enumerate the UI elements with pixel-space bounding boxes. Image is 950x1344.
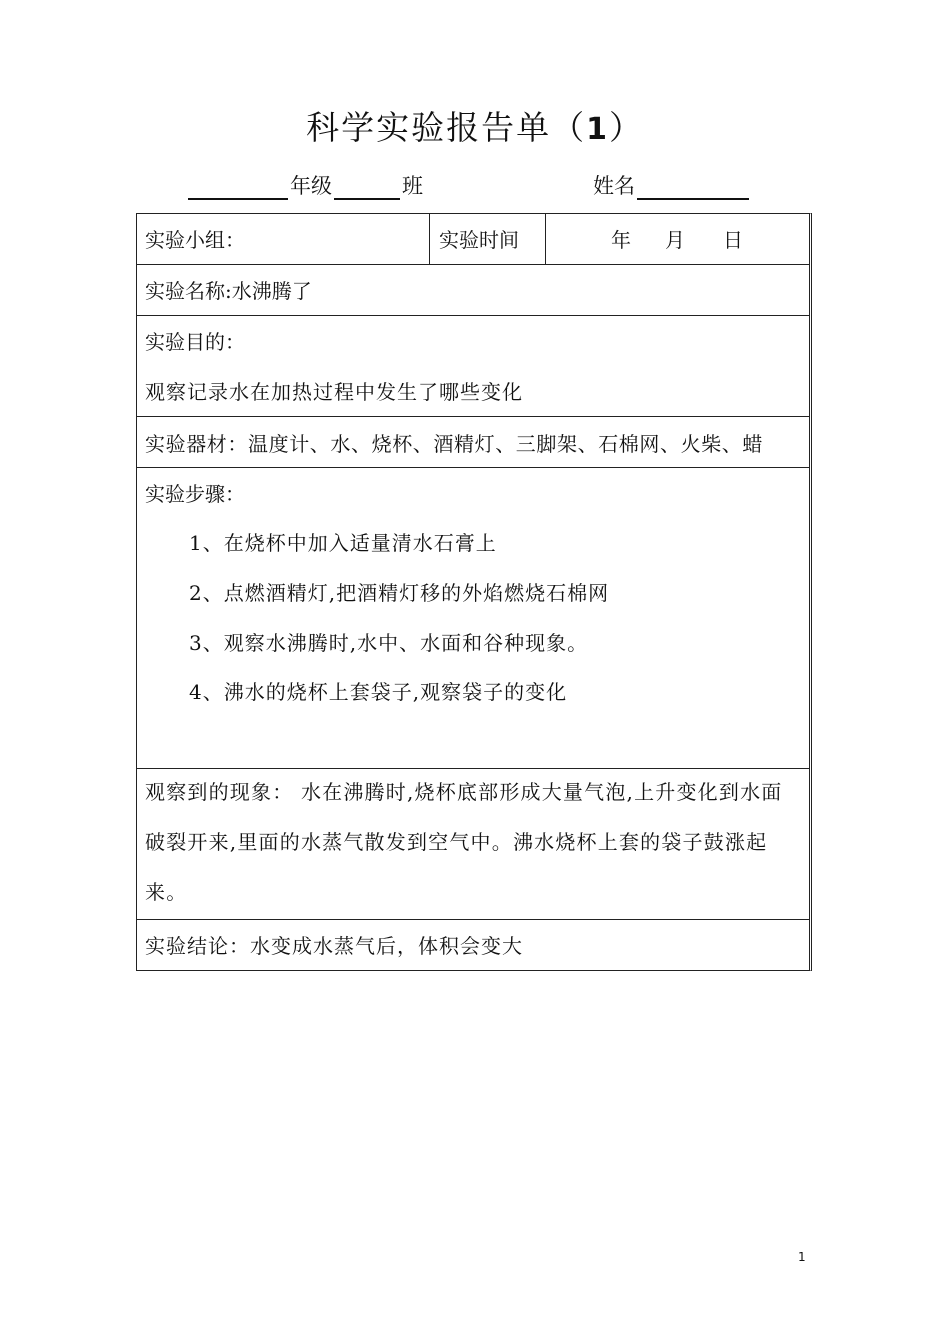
date-day: 日	[723, 228, 743, 252]
conclusion-text: 实验结论：水变成水蒸气后，体积会变大	[145, 934, 523, 958]
purpose-row	[137, 316, 809, 417]
name-blank[interactable]	[637, 198, 749, 200]
step-item: 1、在烧杯中加入适量清水石膏上	[189, 531, 497, 555]
step-item: 2、点燃酒精灯,把酒精灯移的外焰燃烧石棉网	[189, 581, 610, 605]
name-label: 姓名	[593, 174, 635, 198]
experiment-name-row	[137, 265, 809, 316]
materials-text: 实验器材：温度计、水、烧杯、酒精灯、三脚架、石棉网、火柴、蜡	[145, 432, 763, 456]
group-label: 实验小组：	[145, 228, 245, 252]
conclusion-row	[137, 920, 809, 970]
grade-label: 年级	[290, 174, 332, 198]
steps-label: 实验步骤：	[145, 482, 245, 506]
date-month: 月	[665, 228, 685, 252]
grade-blank[interactable]	[188, 198, 288, 200]
observation-row	[137, 769, 809, 920]
col-divider	[429, 214, 430, 264]
experiment-name: 实验名称:水沸腾了	[145, 279, 312, 303]
purpose-label: 实验目的：	[145, 330, 245, 354]
step-item: 4、沸水的烧杯上套袋子,观察袋子的变化	[189, 680, 568, 704]
time-label: 实验时间	[439, 228, 519, 252]
class-label: 班	[402, 174, 423, 198]
report-table	[136, 213, 812, 971]
page-title: 科学实验报告单（1）	[306, 108, 644, 147]
observation-text: 观察到的现象： 水在沸腾时,烧杯底部形成大量气泡,上升变化到水面破裂开来,里面的水蒸气散发到空气中。沸水烧杯上套的袋子鼓涨起来。	[145, 780, 783, 904]
materials-row	[137, 417, 809, 468]
group-time-row	[137, 214, 809, 265]
steps-row	[137, 468, 809, 769]
class-blank[interactable]	[334, 198, 400, 200]
purpose-text: 观察记录水在加热过程中发生了哪些变化	[145, 380, 523, 404]
col-divider	[545, 214, 546, 264]
page-number: 1	[798, 1250, 806, 1264]
date-year: 年	[611, 228, 631, 252]
step-item: 3、观察水沸腾时,水中、水面和谷种现象。	[189, 631, 589, 655]
title-number: 1	[586, 112, 609, 147]
